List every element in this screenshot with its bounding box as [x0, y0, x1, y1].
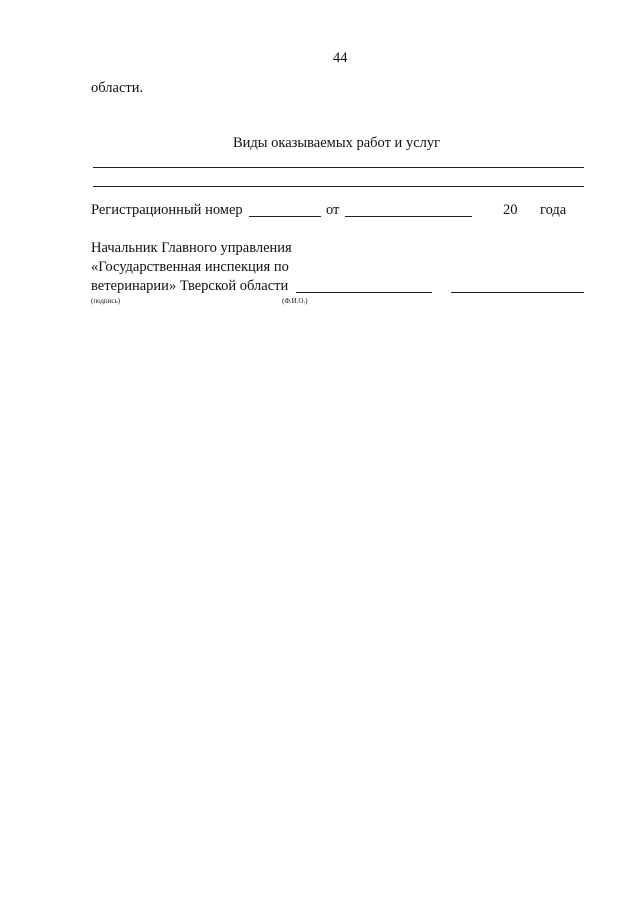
signature-blank — [296, 292, 432, 293]
blank-line-2 — [93, 186, 584, 187]
registration-from-label: от — [326, 202, 340, 218]
signatory-title-line-2: «Государственная инспекция по — [91, 259, 289, 275]
section-title: Виды оказываемых работ и услуг — [233, 135, 441, 151]
name-caption: (Ф.И.О.) — [282, 297, 308, 305]
name-blank — [451, 292, 584, 293]
page-number: 44 — [333, 50, 348, 66]
continuation-text: области. — [91, 80, 144, 96]
registration-year-suffix: года — [540, 202, 567, 218]
signatory-title-line-3: ветеринарии» Тверской области — [91, 278, 289, 294]
registration-year-prefix: 20 — [503, 202, 518, 218]
signatory-title-line-1: Начальник Главного управления — [91, 240, 292, 256]
blank-line-1 — [93, 167, 584, 168]
signature-caption: (подпись) — [91, 297, 121, 305]
registration-label: Регистрационный номер — [91, 202, 243, 218]
registration-date-blank — [345, 216, 472, 217]
registration-number-blank — [249, 216, 321, 217]
